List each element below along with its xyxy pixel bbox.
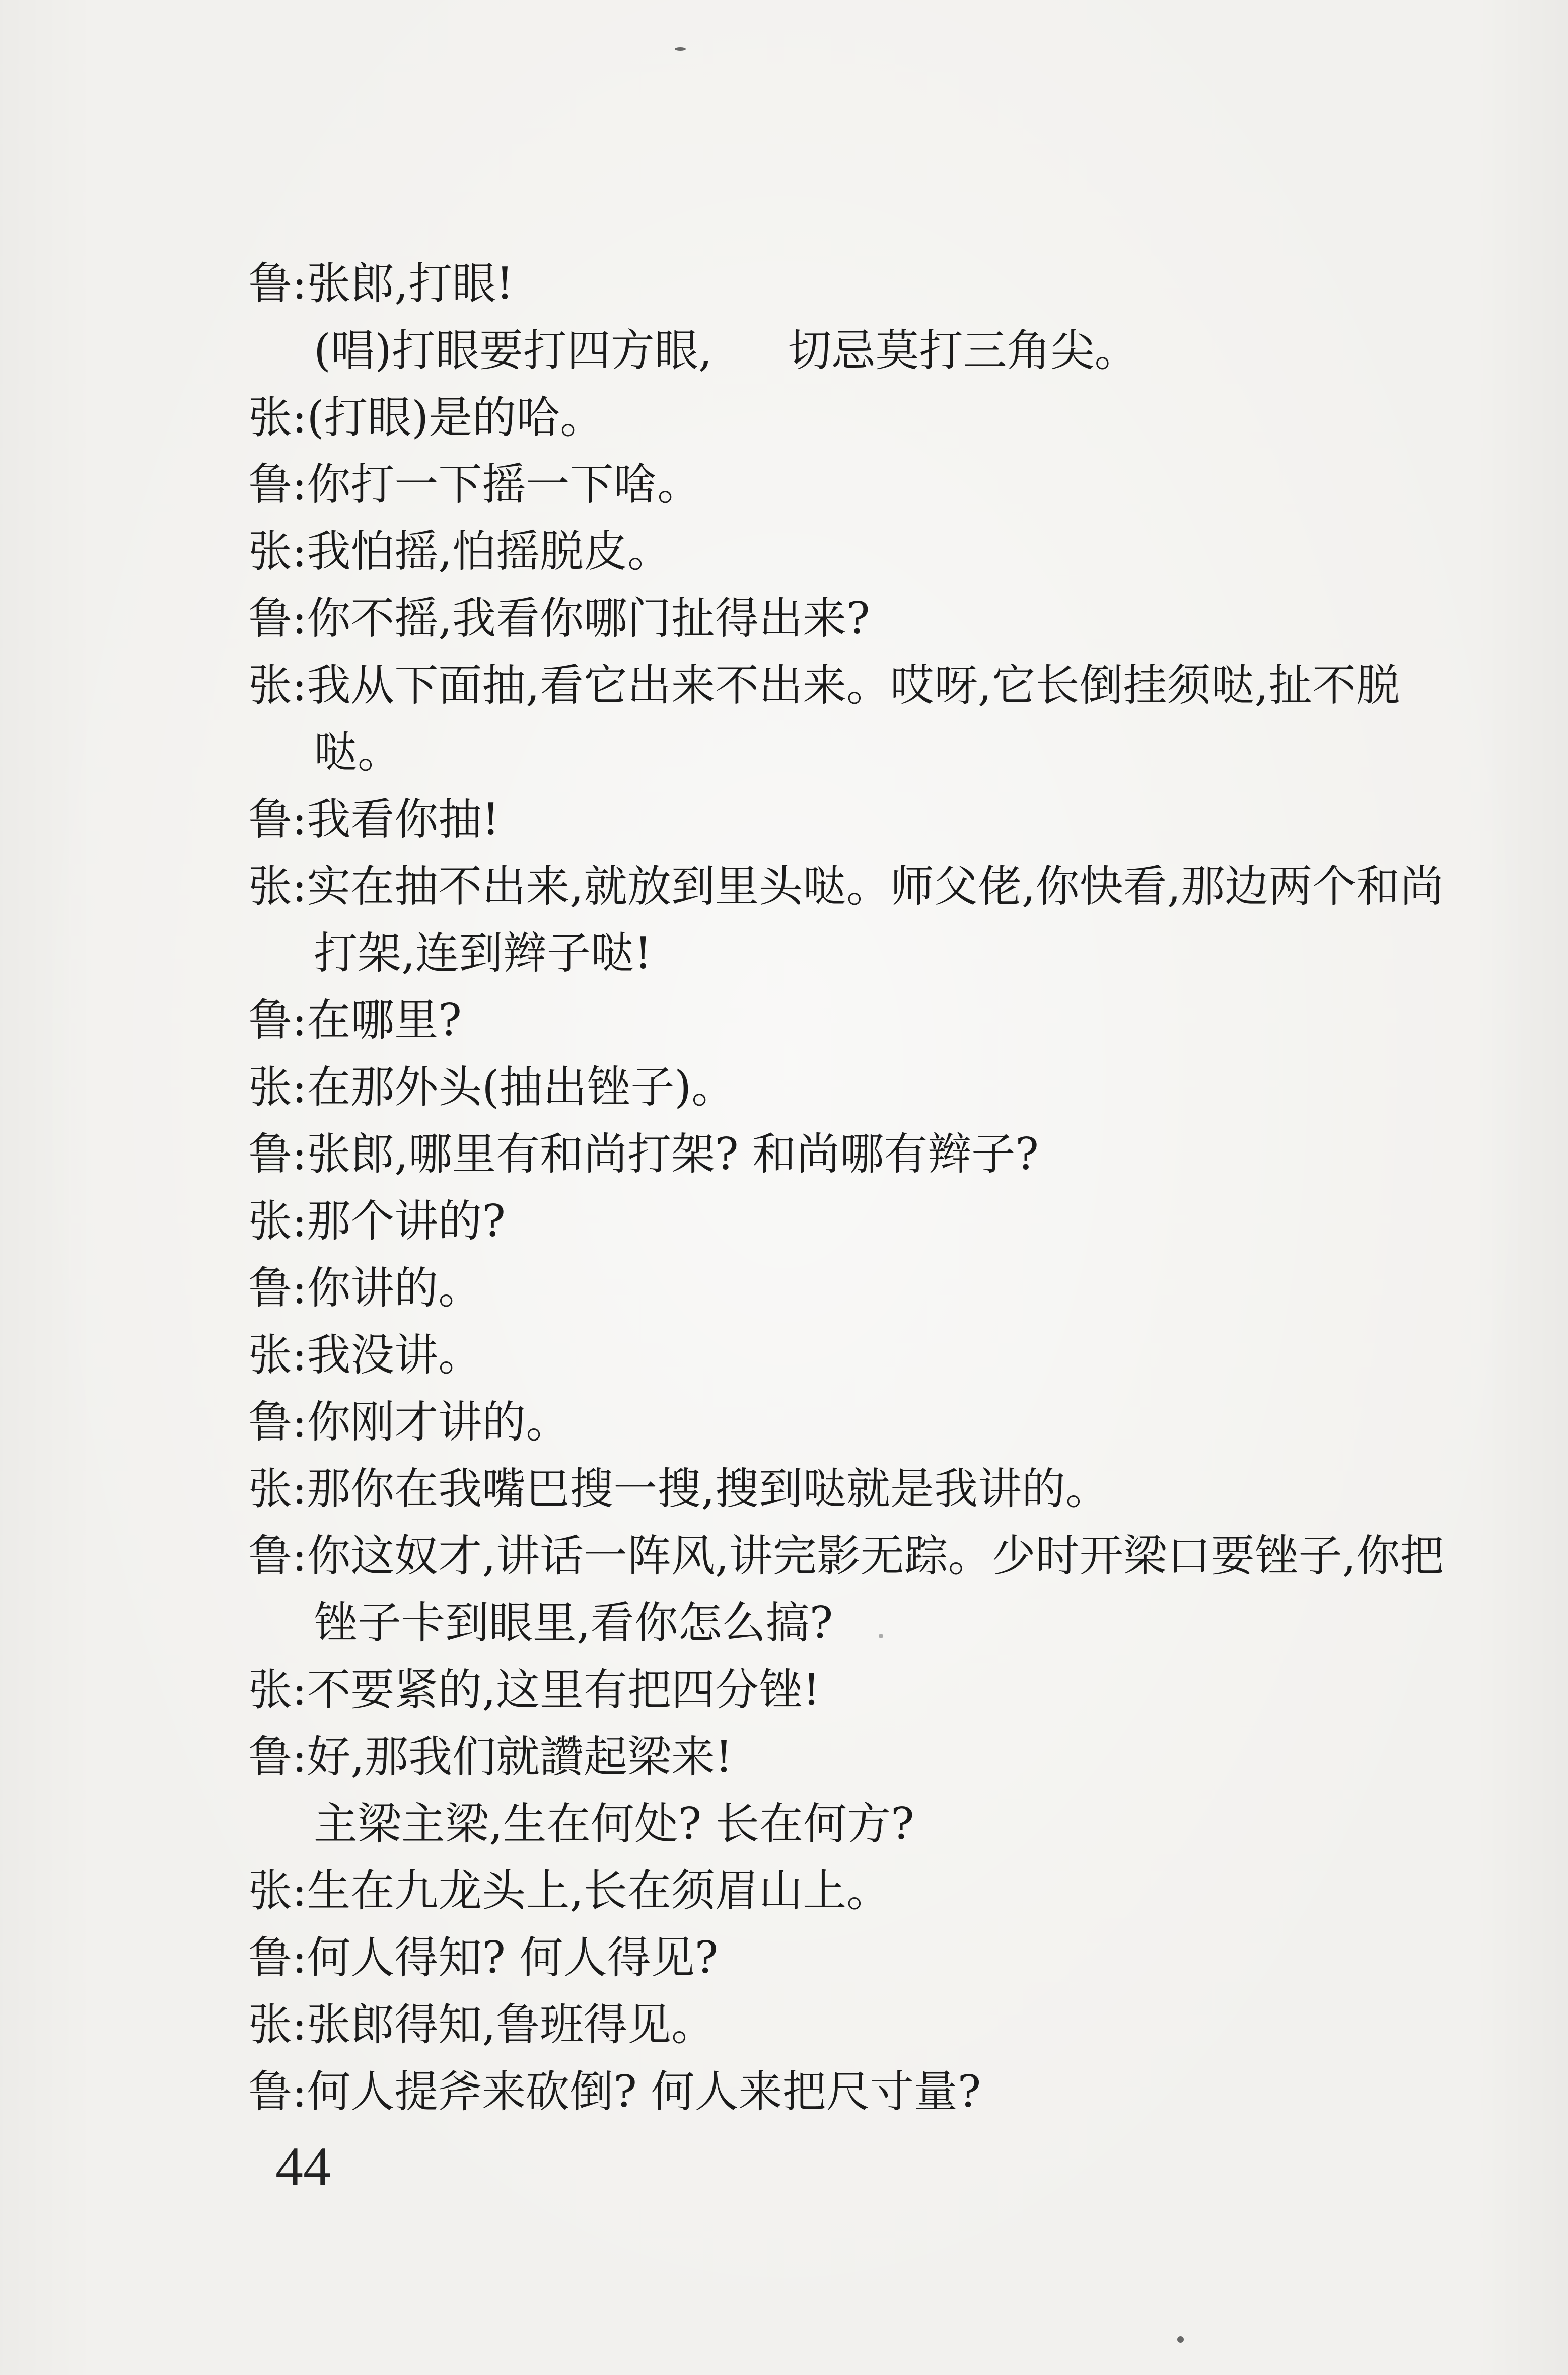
speech-text: 生在九龙头上,长在须眉山上。 [307,1865,890,1916]
dialogue-line [248,1657,1517,1723]
speech-text: 张郎,哪里有和尚打架? 和尚哪有辫子? [307,1128,1039,1180]
dialogue-line [248,1523,1517,1590]
speaker-label: 鲁: [248,258,307,309]
speaker-label: 张: [248,1061,307,1113]
speech-text: 那个讲的? [307,1195,506,1247]
dialogue-line [248,1924,1517,1991]
speaker-label: 鲁: [248,1396,307,1448]
speech-text: 你刚才讲的。 [307,1396,570,1448]
speaker-label: 鲁: [248,994,307,1046]
dialogue-line [248,451,1517,518]
speaker-label: 鲁: [248,1731,307,1782]
dialogue-line [248,1456,1517,1523]
speech-text: 何人得知? 何人得见? [307,1932,719,1983]
speech-text: 在哪里? [307,994,462,1046]
dialogue-line [248,1188,1517,1255]
dialogue-line [248,1991,1517,2058]
dialogue-line [248,786,1517,853]
dialogue-line [248,1389,1517,1456]
speech-text: 那你在我嘴巴搜一搜,搜到哒就是我讲的。 [307,1463,1109,1515]
speech-text: 我看你抽! [307,794,500,845]
speech-text: 我怕摇,怕摇脱皮。 [307,526,671,577]
speaker-label: 鲁: [248,1932,307,1983]
dialogue-line [248,250,1517,317]
dialogue-line [248,652,1517,719]
page-number: 44 [275,2136,331,2197]
speech-text: 主梁主梁,生在何处? 长在何方? [314,1798,914,1849]
speaker-label: 鲁: [248,1530,307,1581]
speaker-label: 鲁: [248,794,307,845]
dialogue-line [248,1121,1517,1188]
dialogue-continuation-line [248,317,1517,384]
speaker-label: 张: [248,1463,307,1515]
dialogue-continuation-line [248,920,1517,987]
speaker-label: 张: [248,1999,307,2050]
speaker-label: 张: [248,392,307,443]
speaker-label: 鲁: [248,459,307,510]
speech-text: 我没讲。 [307,1329,482,1381]
speech-text: 好,那我们就讚起梁来! [307,1731,733,1782]
dialogue-line [248,2058,1517,2125]
speaker-label: 张: [248,1664,307,1715]
dialogue-line [248,585,1517,652]
scan-speck [675,47,686,51]
speaker-label: 张: [248,660,307,711]
scan-speck [879,1634,883,1638]
speech-text: (打眼)是的哈。 [307,392,604,443]
speech-text: 锉子卡到眼里,看你怎么搞? [314,1597,833,1648]
speech-text: 打架,连到辫子哒! [314,927,652,979]
dialogue-line [248,987,1517,1054]
dialogue-line [248,384,1517,451]
speech-text: 张郎,打眼! [307,258,514,309]
speech-text: 实在抽不出来,就放到里头哒。师父佬,你快看,那边两个和尚 [307,860,1444,912]
speaker-label: 张: [248,860,307,912]
speaker-label: 张: [248,1195,307,1247]
scan-speck [1177,2336,1184,2343]
speech-text: 你讲的。 [307,1262,482,1314]
speech-text: 你这奴才,讲话一阵风,讲完影无踪。少时开梁口要锉子,你把 [307,1530,1444,1581]
dialogue-text-block [248,250,1517,2125]
speech-text: 在那外头(抽出锉子)。 [307,1061,736,1113]
speaker-label: 鲁: [248,593,307,644]
speaker-label: 张: [248,526,307,577]
dialogue-continuation-line [248,1590,1517,1657]
dialogue-continuation-line [248,719,1517,786]
dialogue-line [248,1857,1517,1924]
dialogue-line [248,853,1517,920]
speaker-label: 张: [248,1329,307,1381]
speech-text: 你不摇,我看你哪门扯得出来? [307,593,870,644]
speech-text: 我从下面抽,看它出来不出来。哎呀,它长倒挂须哒,扯不脱 [307,660,1400,711]
sung-verse-line: (唱)打眼要打四方眼, [314,325,712,376]
speaker-label: 鲁: [248,1128,307,1180]
speech-text: 不要紧的,这里有把四分锉! [307,1664,820,1715]
dialogue-line [248,1723,1517,1790]
dialogue-line [248,1054,1517,1121]
speech-text: 哒。 [314,727,401,778]
speaker-label: 鲁: [248,2066,307,2117]
dialogue-continuation-line [248,1790,1517,1857]
dialogue-line [248,1322,1517,1389]
speech-text: 张郎得知,鲁班得见。 [307,1999,715,2050]
dialogue-line [248,1255,1517,1322]
speaker-label: 鲁: [248,1262,307,1314]
speech-text: 你打一下摇一下啥。 [307,459,701,510]
speech-text: 何人提斧来砍倒? 何人来把尺寸量? [307,2066,981,2117]
speaker-label: 张: [248,1865,307,1916]
dialogue-line [248,518,1517,585]
sung-verse-line: 切忌莫打三角尖。 [788,325,1138,376]
